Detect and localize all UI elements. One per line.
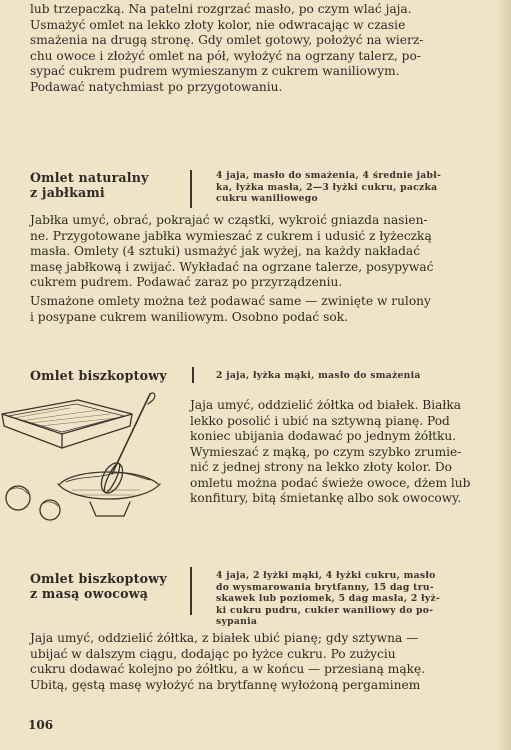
text-line: lub trzepaczką. Na patelni rozgrzać masło, po czym wlać jaja.	[30, 2, 412, 16]
recipe-title-omlet-biszkoptowy: Omlet biszkoptowy	[30, 368, 167, 383]
method-omlet-biszkoptowy	[190, 398, 488, 507]
text-line: cukrem pudrem. Podawać zaraz po przyrządzeniu.	[30, 275, 343, 289]
title-line: z masą owocową	[30, 586, 149, 601]
method-omlet-z-masa-owocowa	[30, 631, 488, 693]
title-line: z jabłkami	[30, 185, 105, 200]
recipe-title-omlet-z-masa-owocowa	[30, 571, 167, 601]
text-line: masła. Omlety (4 sztuki) usmażyć jak wyżej, na każdy nakładać	[30, 244, 421, 258]
ingredients-omlet-naturalny	[216, 170, 488, 205]
ingredient-line: ki cukru pudru, cukier waniliowy do po-	[216, 604, 434, 616]
divider	[192, 367, 194, 383]
ingredient-line: skawek lub poziomek, 5 dag masła, 2 łyż-	[216, 593, 441, 604]
serving-note	[30, 294, 488, 325]
divider	[190, 567, 192, 615]
text-line: chu owoce i złożyć omlet na pół, wyłożyć na ogrzany talerz, po-	[30, 48, 421, 63]
text-line: nić z jednej strony na lekko złoty kolor. Do	[190, 460, 452, 474]
divider	[190, 170, 192, 208]
ingredients-omlet-z-masa-owocowa	[216, 570, 488, 628]
text-line: smażenia na drugą stronę. Gdy omlet gotowy, położyć na wierz-	[30, 33, 424, 47]
recipe-title-omlet-naturalny	[30, 170, 149, 200]
omelette-pan-illustration	[0, 392, 172, 522]
text-line: Jaja umyć, oddzielić żółtka od białek. Białka	[190, 398, 462, 412]
text-line: Usmażone omlety można też podawać same — zwinięte w rulony	[30, 294, 431, 308]
text-line: omletu można podać świeże owoce, dżem lub	[190, 475, 471, 490]
ingredients-omlet-biszkoptowy: 2 jaja, łyżka mąki, masło do smażenia	[216, 370, 421, 381]
text-line: Usmażyć omlet na lekko złoty kolor, nie odwracając w czasie	[30, 17, 406, 32]
text-line: Jabłka umyć, obrać, pokrajać w cząstki, wykroić gniazda nasien-	[30, 213, 428, 227]
ingredient-line: 4 jaja, masło do smażenia, 4 średnie jabł-	[216, 170, 442, 181]
text-line: lekko posolić i ubić na sztywną pianę. Pod	[190, 413, 450, 428]
text-line: masę jabłkową i zwijać. Wykładać na ogrzane talerze, posypywać	[30, 259, 434, 274]
text-line: cukru dodawać kolejno po żółtku, a w końcu — przesianą mąkę.	[30, 662, 426, 676]
text-line: sypać cukrem pudrem wymieszanym z cukrem waniliowym.	[30, 64, 400, 78]
title-line: Omlet naturalny	[30, 170, 149, 185]
text-line: Podawać natychmiast po przygotowaniu.	[30, 79, 283, 94]
title-line: Omlet biszkoptowy	[30, 571, 167, 586]
text-line: Ubitą, gęstą masę wyłożyć na brytfannę wyłożoną pergaminem	[30, 677, 421, 692]
method-omlet-naturalny	[30, 213, 488, 291]
text-line: koniec ubijania dodawać po jednym żółtku.	[190, 429, 457, 443]
text-line: Jaja umyć, oddzielić żółtka, z białek ubić pianę; gdy sztywna —	[30, 631, 419, 645]
page-number: 106	[28, 718, 54, 732]
text-line: ubijać w dalszym ciągu, dodając po łyżce cukru. Po zużyciu	[30, 646, 396, 661]
text-line: Wymieszać z mąką, po czym szybko zrumie-	[190, 444, 462, 459]
ingredient-line: do wysmarowania brytfanny, 15 dag tru-	[216, 581, 434, 593]
text-line: i posypane cukrem waniliowym. Osobno podać sok.	[30, 309, 348, 324]
ingredient-line: 4 jaja, 2 łyżki mąki, 4 łyżki cukru, masło	[216, 570, 436, 581]
ingredient-line: ka, łyżka masła, 2—3 łyżki cukru, paczka	[216, 181, 438, 193]
text-line: konfitury, bitą śmietankę albo sok owocowy.	[190, 491, 462, 505]
text-line: ne. Przygotowane jabłka wymieszać z cukrem i udusić z łyżeczką	[30, 228, 432, 243]
ingredient-line: cukru waniliowego	[216, 193, 318, 204]
intro-paragraph	[30, 2, 486, 95]
ingredient-line: sypania	[216, 616, 258, 627]
page-edge-shadow	[497, 0, 511, 750]
